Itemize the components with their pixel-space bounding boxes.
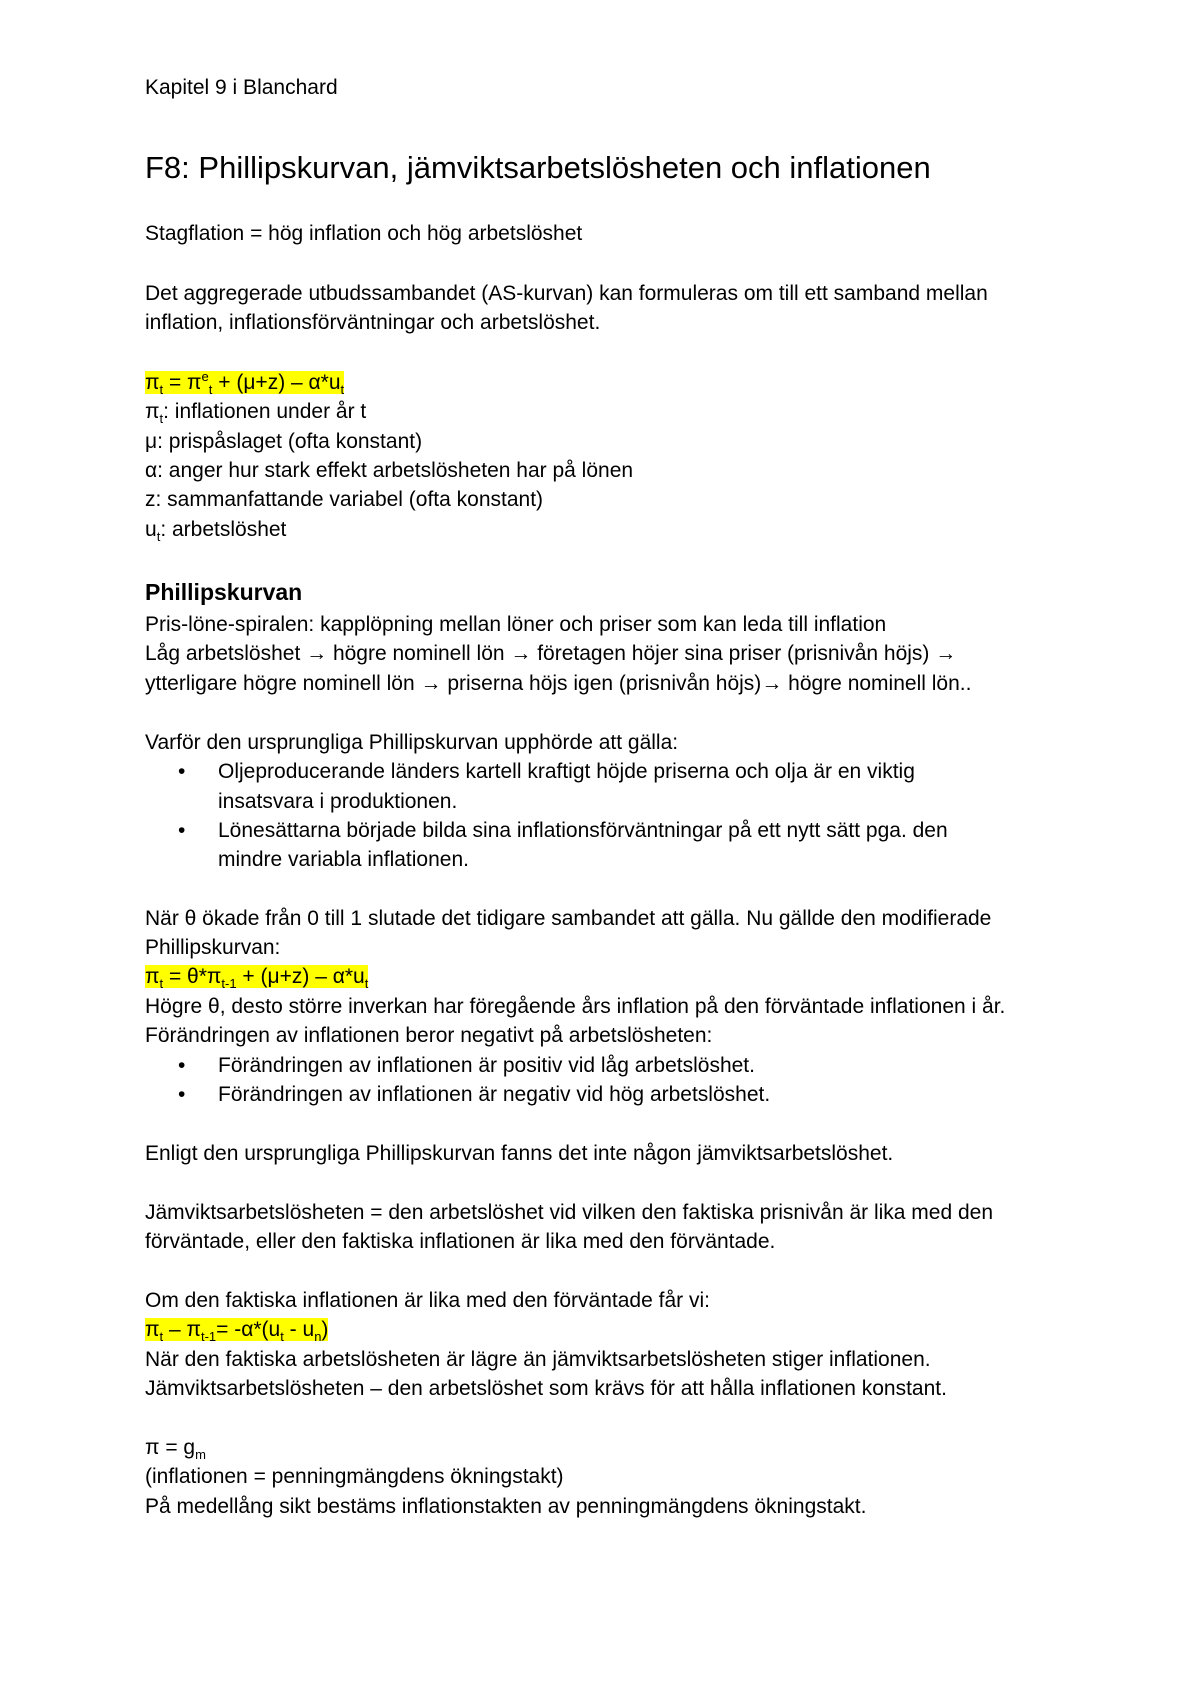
theta-bullet2: Förändringen av inflationen är negativ vid hög arbetslöshet. — [218, 1083, 771, 1106]
why-bullet2-line1: Lönesättarna började bilda sina inflationsförväntningar på ett nytt sätt pga. den — [218, 819, 948, 842]
spiral-chain-line1: Låg arbetslöshet → högre nominell lön → företagen höjer sina priser (prisnivån höjs) → — [145, 642, 957, 665]
equilibrium-paragraph3: Om den faktiska inflationen är lika med den förväntade får vi: — [145, 1289, 710, 1312]
definition-u: $u_t$: arbetslöshet — [145, 518, 287, 545]
chapter-header: Kapitel 9 i Blanchard — [145, 76, 338, 99]
arrow-right-icon: → — [761, 672, 783, 695]
arrow-right-icon: → — [420, 672, 442, 695]
equation-equilibrium: $\pi_t - \pi_{t-1}= -\alpha*(u_t - u_n)$ — [145, 1318, 329, 1345]
equation-money-growth: $\pi = g_m$ — [145, 1436, 206, 1463]
equilibrium-paragraph5: Jämviktsarbetslösheten – den arbetslöshet som krävs för att hålla inflationen konstant. — [145, 1377, 947, 1400]
definition-alpha: α: anger hur stark effekt arbetslösheten har på lönen — [145, 459, 634, 482]
why-bullet2-line2: mindre variabla inflationen. — [218, 848, 469, 871]
theta-text-line2: Phillipskurvan: — [145, 936, 281, 959]
bullet-icon: • — [178, 1083, 186, 1106]
definition-pi: $\pi_t$: inflationen under år t — [145, 400, 367, 427]
price-wage-spiral: Pris-löne-spiralen: kapplöpning mellan löner och priser som kan leda till inflation — [145, 613, 887, 636]
as-curve-text-line1: Det aggregerade utbudssambandet (AS-kurvan) kan formuleras om till ett samband mellan — [145, 282, 988, 305]
equilibrium-paragraph4: När den faktiska arbetslösheten är lägre än jämviktsarbetslösheten stiger inflationen. — [145, 1348, 931, 1371]
bullet-icon: • — [178, 760, 186, 783]
arrow-right-icon: → — [306, 642, 328, 665]
equilibrium-definition-line1: Jämviktsarbetslösheten = den arbetslöshet vid vilken den faktiska prisnivån är lika med den — [145, 1201, 994, 1224]
theta-bullet1: Förändringen av inflationen är positiv vid låg arbetslöshet. — [218, 1054, 755, 1077]
definition-z: z: sammanfattande variabel (ofta konstant) — [145, 488, 544, 511]
bullet-icon: • — [178, 1054, 186, 1077]
equation-modified-phillips: $\pi_t = \theta*\pi_{t-1} + (\mu+z) - \alpha*u_t$ — [145, 965, 369, 992]
theta-text-line3: Högre θ, desto större inverkan har föregående års inflation på den förväntade inflationen i år. — [145, 995, 1006, 1018]
equilibrium-paragraph1: Enligt den ursprungliga Phillipskurvan fanns det inte någon jämviktsarbetslöshet. — [145, 1142, 894, 1165]
arrow-right-icon: → — [935, 642, 957, 665]
theta-text-line1: När θ ökade från 0 till 1 slutade det tidigare sambandet att gälla. Nu gällde den modifierade — [145, 907, 992, 930]
spiral-chain-line2: ytterligare högre nominell lön → priserna höjs igen (prisnivån höjs)→ högre nominell lön.. — [145, 672, 972, 695]
stagflation-definition: Stagflation = hög inflation och hög arbetslöshet — [145, 222, 583, 245]
as-curve-text-line2: inflation, inflationsförväntningar och arbetslöshet. — [145, 311, 601, 334]
why-bullet1-line2: insatsvara i produktionen. — [218, 790, 458, 813]
equation-as-curve: $\pi_t = \pi^e_t + (\mu+z) - \alpha*u_t$ — [145, 369, 345, 398]
money-text-line2: På medellång sikt bestäms inflationstakten av penningmängdens ökningstakt. — [145, 1495, 867, 1518]
theta-text-line4: Förändringen av inflationen beror negativt på arbetslösheten: — [145, 1024, 713, 1047]
definition-mu: μ: prispåslaget (ofta konstant) — [145, 430, 423, 453]
money-text-line1: (inflationen = penningmängdens ökningstakt) — [145, 1465, 564, 1488]
why-bullet1-line1: Oljeproducerande länders kartell kraftigt höjde priserna och olja är en viktig — [218, 760, 915, 783]
bullet-icon: • — [178, 819, 186, 842]
section-heading-phillipskurvan: Phillipskurvan — [145, 579, 303, 605]
equilibrium-definition-line2: förväntade, eller den faktiska inflationen är lika med den förväntade. — [145, 1230, 776, 1253]
why-intro: Varför den ursprungliga Phillipskurvan upphörde att gälla: — [145, 731, 679, 754]
page-title: F8: Phillipskurvan, jämviktsarbetslösheten och inflationen — [145, 150, 931, 185]
arrow-right-icon: → — [510, 642, 532, 665]
